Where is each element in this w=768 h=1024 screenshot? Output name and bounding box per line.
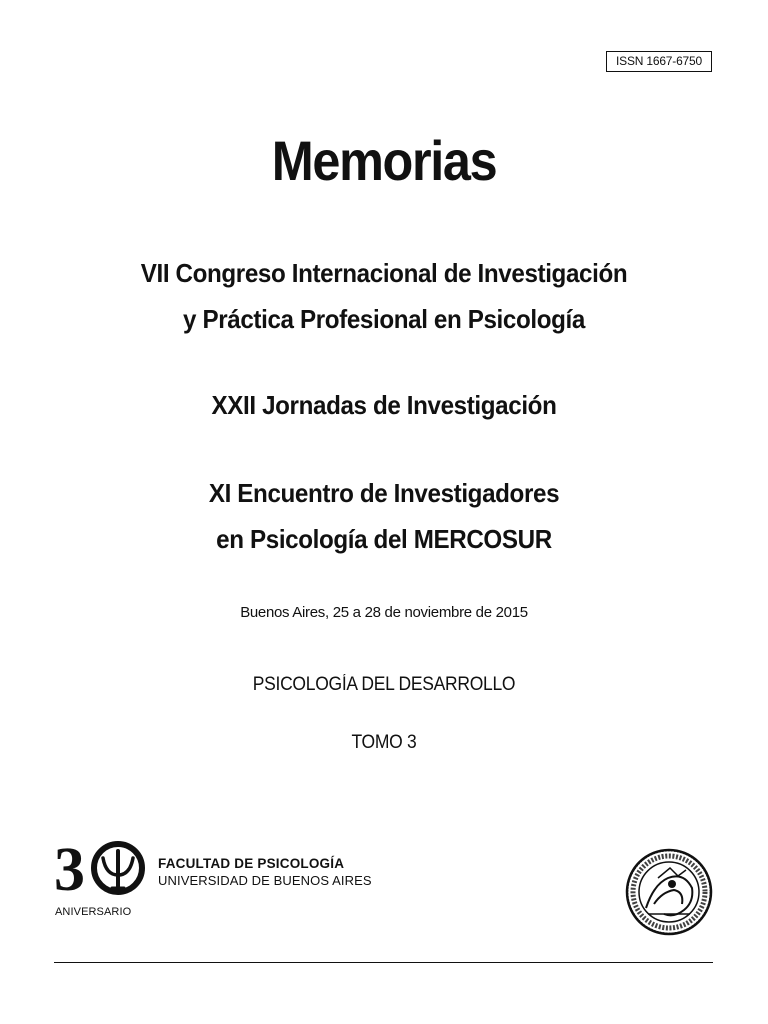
issn-box: ISSN 1667-6750 (606, 51, 712, 72)
university-name: UNIVERSIDAD DE BUENOS AIRES (158, 873, 372, 888)
volume-label: TOMO 3 (351, 732, 417, 753)
encuentro-line-2: en Psicología del MERCOSUR (216, 524, 552, 554)
footer-rule (54, 962, 713, 963)
encuentro-heading (27, 470, 741, 562)
encuentro-line-1: XI Encuentro de Investigadores (208, 478, 560, 508)
jornadas-line: XXII Jornadas de Investigación (211, 390, 557, 420)
place-date: Buenos Aires, 25 a 28 de noviembre de 2015 (240, 604, 528, 621)
anniversary-three: 3 (54, 838, 85, 898)
psi-icon (94, 844, 142, 892)
university-seal (624, 848, 714, 936)
psi-anniversary-logo (54, 838, 149, 898)
congress-heading (27, 250, 741, 342)
congress-line-2: y Práctica Profesional en Psicología (183, 304, 585, 334)
section-title: PSICOLOGÍA DEL DESARROLLO (252, 674, 516, 695)
document-title: Memorias (271, 129, 497, 192)
faculty-name: FACULTAD DE PSICOLOGÍA (158, 856, 345, 871)
congress-line-1: VII Congreso Internacional de Investigación (140, 258, 628, 288)
jornadas-heading (27, 382, 741, 428)
anniversary-label: ANIVERSARIO (55, 906, 132, 918)
